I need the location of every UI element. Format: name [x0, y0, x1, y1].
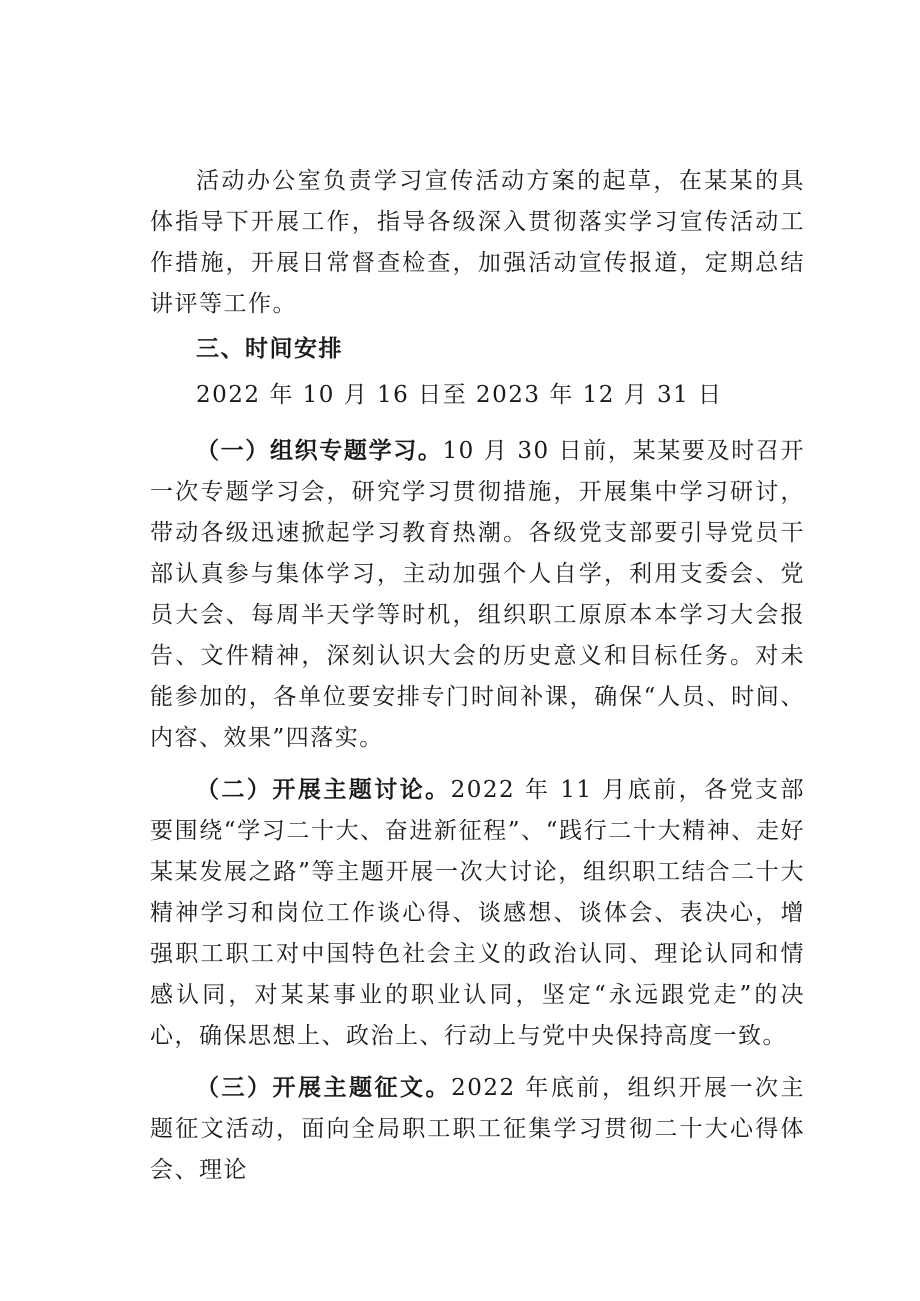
item-organize-study	[150, 430, 805, 759]
item-theme-discussion-body: 2022 年 11 月底前，各党支部要围绕“学习二十大、奋进新征程”、“践行二十大精神、走好某某发展之路”等主题开展一次大讨论，组织职工结合二十大精神学习和岗位工作谈心得、谈感想、谈体会、表决心，增强职工职工对中国特色社会主义的政治认同、理论认同和情感认同，对某某事业的职业认同，坚定“永远跟党走”的决心，确保思想上、政治上、行动上与党中央保持高度一致。	[150, 777, 806, 1049]
schedule-date-range: 2022 年 10 月 16 日至 2023 年 12 月 31 日	[196, 382, 723, 408]
item-essay-contest-body: 2022 年底前，组织开展一次主题征文活动，面向全局职工职工征集学习贯彻二十大心得体会、理论	[150, 1075, 805, 1183]
document-body	[150, 161, 805, 1191]
section-three-heading: 三、时间安排	[196, 335, 343, 362]
item-essay-contest-lead: （三）开展主题征文。	[196, 1074, 452, 1101]
item-theme-discussion	[150, 769, 805, 1057]
item-essay-contest	[150, 1067, 805, 1191]
item-organize-study-body: 10 月 30 日前，某某要及时召开一次专题学习会，研究学习贯彻措施，开展集中学习研讨，带动各级迅速掀起学习教育热潮。各级党支部要引导党员干部认真参与集体学习，主动加强个人自学，利用支委会、党员大会、每周半天学等时机，组织职工原原本本学习大会报告、文件精神，深刻认识大会的历史意义和目标任务。对未能参加的，各单位要安排专门时间补课，确保“人员、时间、内容、效果”四落实。	[150, 438, 806, 751]
item-organize-study-lead: （一）组织专题学习。	[196, 437, 443, 464]
office-duty-paragraph: 活动办公室负责学习宣传活动方案的起草，在某某的具体指导下开展工作，指导各级深入贯彻落实学习宣传活动工作措施，开展日常督查检查，加强活动宣传报道，定期总结讲评等工作。	[150, 168, 805, 317]
item-theme-discussion-lead: （二）开展主题讨论。	[196, 776, 451, 803]
